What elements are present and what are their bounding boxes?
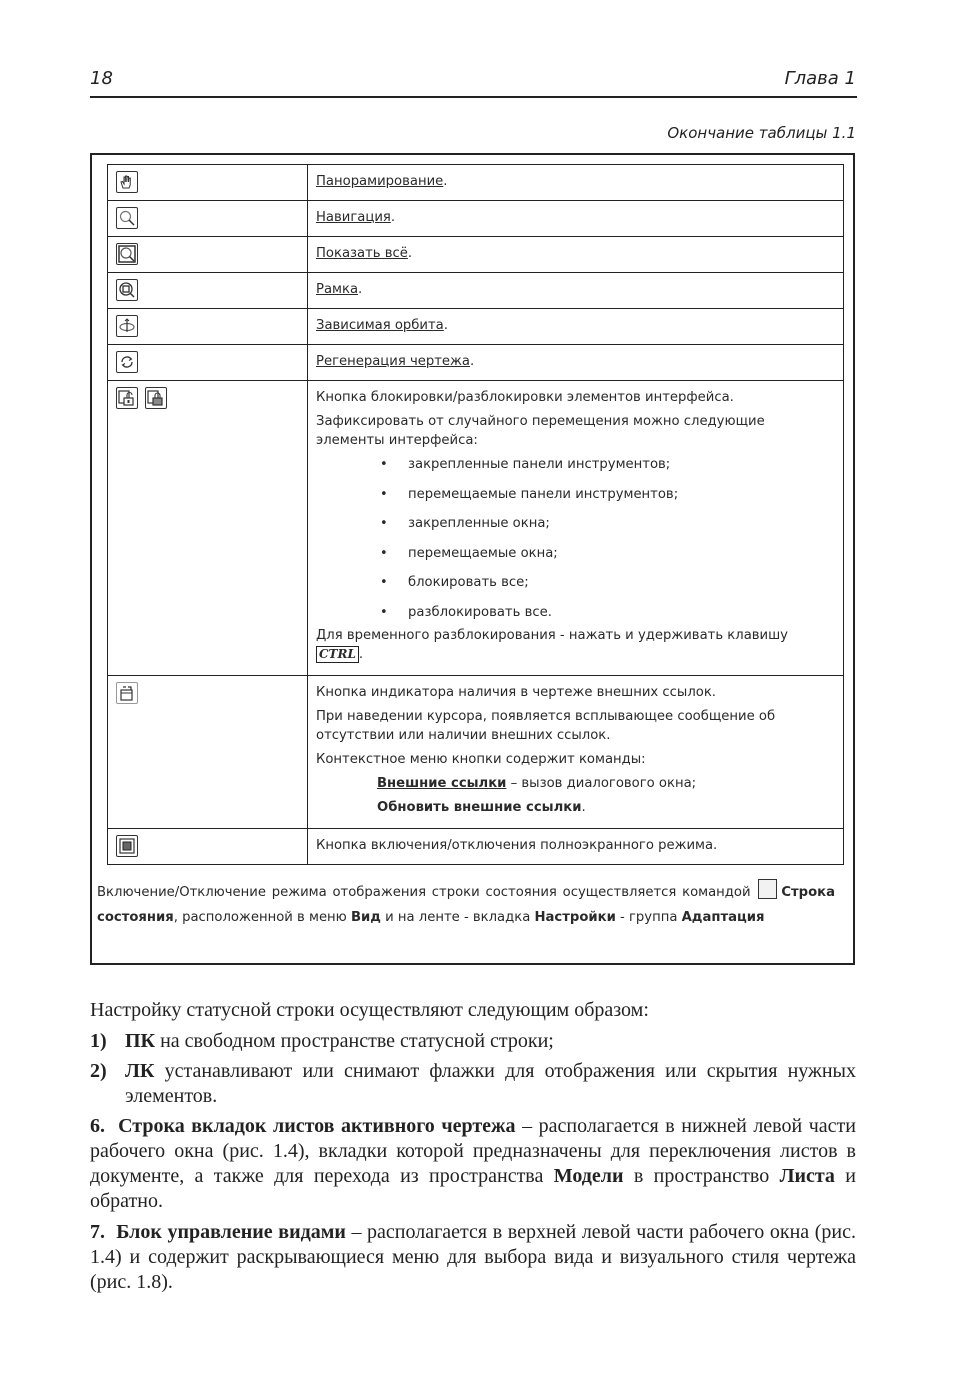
description-cell: Зависимая орбита. — [308, 309, 844, 345]
table-row — [108, 309, 844, 345]
constrained-orbit-link[interactable]: Зависимая орбита — [316, 318, 444, 333]
xref-tooltip-desc: При наведении курсора, появляется всплывающее сообщение об отсутствии или наличии внешних ссылок. — [316, 709, 776, 743]
list-item: • блокировать все; — [408, 573, 835, 592]
list-item: • перемещаемые панели инструментов; — [408, 485, 835, 504]
paragraph-intro: Настройку статусной строки осуществляют следующим образом: — [90, 999, 649, 1021]
xref-title: Кнопка индикатора наличия в чертеже внешних ссылок. — [316, 685, 716, 700]
clean-screen-icon — [116, 835, 138, 857]
fullscreen-title: Кнопка включения/отключения полноэкранного режима. — [316, 838, 718, 853]
icon-cell — [108, 676, 308, 829]
navigation-magnifier-icon — [116, 207, 138, 229]
zoom-extents-link[interactable]: Показать всё — [316, 246, 408, 261]
running-header — [90, 66, 856, 96]
reload-xrefs-command: Обновить внешние ссылки — [377, 800, 582, 815]
table-row — [108, 273, 844, 309]
constrained-orbit-icon — [116, 315, 138, 337]
chapter-title: Глава 1 — [784, 68, 856, 89]
icon-cell — [108, 829, 308, 865]
table-row-lock — [108, 381, 844, 676]
step-2: 2) ЛК устанавливают или снимают флажки для отображения или скрытия нужных элементов. — [90, 1060, 856, 1107]
lock-hint: Для временного разблокирования - нажать и удерживать клавишу CTRL . — [316, 628, 788, 662]
external-references-link[interactable]: Внешние ссылки — [377, 776, 507, 791]
header-rule — [90, 96, 857, 98]
navigation-link[interactable]: Навигация — [316, 210, 391, 225]
xref-menu-intro: Контекстное меню кнопки содержит команды: — [316, 752, 646, 767]
icon-cell — [108, 309, 308, 345]
status-bar-note: Включение/Отключение режима отображения строки состояния осуществляется командой Строка состояния, расположенной в меню Вид и на ленте - вкладка Настройки - группа Адаптация — [97, 879, 835, 930]
icon-cell — [108, 201, 308, 237]
icon-description-table — [107, 164, 844, 865]
icon-cell — [108, 345, 308, 381]
icon-cell — [108, 273, 308, 309]
list-item: • перемещаемые окна; — [408, 544, 835, 563]
table-row-fullscreen — [108, 829, 844, 865]
list-item: • разблокировать все. — [408, 603, 835, 622]
section-7-title: Блок управление видами — [116, 1221, 346, 1243]
external-references-icon — [116, 682, 138, 704]
regen-link[interactable]: Регенерация чертежа — [316, 354, 471, 369]
table-row-xref — [108, 676, 844, 829]
description-cell — [308, 676, 844, 829]
section-6-title: Строка вкладок листов активного чертежа — [118, 1115, 516, 1137]
table-row — [108, 345, 844, 381]
step-1: 1) ПК на свободном пространстве статусной строки; — [90, 1030, 554, 1052]
lock-intro: Зафиксировать от случайного перемещения можно следующие элементы интерфейса: — [316, 414, 765, 448]
body-text — [90, 998, 856, 1301]
page-number: 18 — [90, 68, 113, 89]
table-caption: Окончание таблицы 1.1 — [667, 124, 856, 142]
xref-command-2: Обновить внешние ссылки. — [377, 800, 586, 815]
lock-title: Кнопка блокировки/разблокировки элементов интерфейса. — [316, 390, 734, 405]
settings-tab: Настройки — [534, 910, 616, 925]
description-cell — [308, 381, 844, 676]
description-cell: Навигация. — [308, 201, 844, 237]
description-cell: Регенерация чертежа. — [308, 345, 844, 381]
list-item: • закрепленные панели инструментов; — [408, 455, 835, 474]
table-row — [108, 165, 844, 201]
zoom-window-link[interactable]: Рамка — [316, 282, 359, 297]
adaptation-group: Адаптация — [681, 910, 765, 925]
ctrl-key-badge: CTRL — [316, 646, 359, 663]
list-item: • закрепленные окна; — [408, 514, 835, 533]
icon-cell — [108, 165, 308, 201]
xref-command-1: Внешние ссылки – вызов диалогового окна; — [377, 776, 697, 791]
pan-link[interactable]: Панорамирование — [316, 174, 444, 189]
zoom-window-icon — [116, 279, 138, 301]
table-row — [108, 237, 844, 273]
section-7: 7. Блок управление видами – располагается в верхней левой части рабочего окна (рис. 1.4) и содержит раскрывающиеся меню для выбора вида и визуального стиля чертежа (рис. 1.8). — [90, 1221, 857, 1293]
regen-icon — [116, 351, 138, 373]
icon-cell — [108, 381, 308, 676]
zoom-extents-icon — [116, 243, 138, 265]
description-cell — [308, 829, 844, 865]
table-row — [108, 201, 844, 237]
icon-cell — [108, 237, 308, 273]
section-6: 6. Строка вкладок листов активного чертежа – располагается в нижней левой части рабочего окна (рис. 1.4), вкладки которой предназначены для переключения листов в документе, а также для перехода из пространства Модели в пространство Листа и обратно. — [90, 1115, 856, 1212]
lock-icon — [145, 387, 167, 409]
description-cell: Показать всё. — [308, 237, 844, 273]
checkbox-icon — [758, 879, 777, 899]
lockable-elements-list — [316, 455, 835, 622]
view-menu: Вид — [350, 910, 381, 925]
pan-hand-icon — [116, 171, 138, 193]
description-cell: Рамка. — [308, 273, 844, 309]
table-frame — [90, 153, 855, 965]
unlock-icon — [116, 387, 138, 409]
description-cell: Панорамирование. — [308, 165, 844, 201]
status-bar-command: Строка состояния — [97, 885, 835, 925]
